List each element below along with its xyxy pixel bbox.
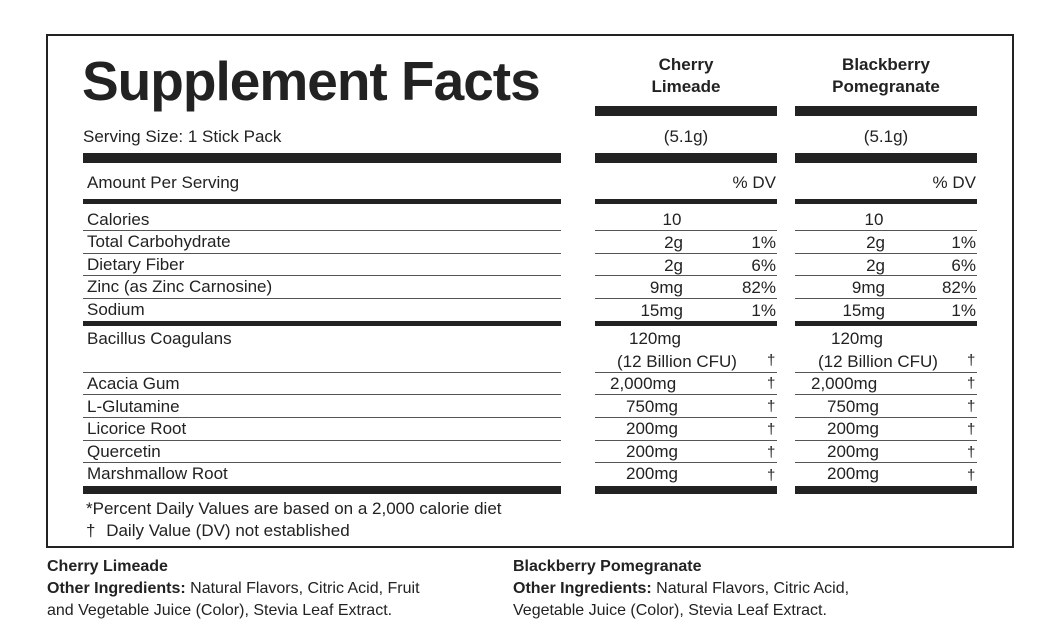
row-divider <box>83 372 561 373</box>
ingredients-text: Natural Flavors, Citric Acid, Fruit <box>185 580 420 597</box>
row-divider <box>83 462 561 463</box>
ingredient-amount: 200mg <box>626 442 678 461</box>
nutrient-amount: 2g <box>664 256 683 275</box>
ingredient-amount: 2,000mg <box>610 374 677 393</box>
ingredient-name: Quercetin <box>87 442 161 461</box>
ingredient-amount-note: (12 Billion CFU) <box>617 352 737 371</box>
dagger-mark: † <box>767 444 776 461</box>
row-divider <box>595 298 777 299</box>
row-divider <box>795 298 977 299</box>
row-divider <box>795 253 977 254</box>
row-divider <box>595 275 777 276</box>
nutrient-name: Dietary Fiber <box>87 255 185 274</box>
column-name-line1: Blackberry <box>842 55 930 74</box>
row-divider <box>795 462 977 463</box>
row-divider <box>83 298 561 299</box>
row-divider <box>595 253 777 254</box>
ingredient-amount: 200mg <box>626 419 678 438</box>
ingredient-name: L-Glutamine <box>87 397 180 416</box>
nutrient-dv: 1% <box>751 301 776 320</box>
ingredients-label: Other Ingredients: <box>47 580 186 597</box>
nutrient-amount: 2g <box>866 233 885 252</box>
row-divider <box>595 462 777 463</box>
nutrient-dv: 82% <box>741 278 776 297</box>
ingredient-amount: 200mg <box>827 442 879 461</box>
column-name-line2: Pomegranate <box>832 77 940 96</box>
ingredient-amount: 750mg <box>827 397 879 416</box>
dv-header: % DV <box>932 173 976 192</box>
dagger-mark: † <box>967 398 976 415</box>
serving-size-value: (5.1g) <box>663 127 709 146</box>
nutrient-amount: 2g <box>866 256 885 275</box>
nutrient-dv: 1% <box>751 233 776 252</box>
ingredients-line <box>513 578 849 600</box>
dagger-mark: † <box>767 375 776 392</box>
section-divider <box>795 321 977 326</box>
row-divider <box>83 275 561 276</box>
dv-header: % DV <box>732 173 776 192</box>
ingredient-amount: 200mg <box>827 464 879 483</box>
column-header-divider <box>795 106 977 116</box>
dagger-mark: † <box>767 421 776 438</box>
section-divider <box>83 199 561 204</box>
ingredients-block-cherry-limeade <box>47 556 420 622</box>
section-divider <box>795 153 977 163</box>
nutrient-dv: 1% <box>951 233 976 252</box>
column-name-line1: Cherry <box>658 55 714 74</box>
ingredient-name: Bacillus Coagulans <box>87 329 232 348</box>
row-divider <box>595 417 777 418</box>
nutrient-dv: 6% <box>951 256 976 275</box>
ingredient-amount: 2,000mg <box>811 374 878 393</box>
ingredient-amount: 200mg <box>827 419 879 438</box>
dagger-mark: † <box>967 352 976 369</box>
amount-per-serving-label: Amount Per Serving <box>87 173 240 192</box>
nutrient-amount: 9mg <box>649 278 683 297</box>
row-divider <box>83 417 561 418</box>
section-divider <box>595 153 777 163</box>
dagger-mark: † <box>967 444 976 461</box>
column-header-blackberry-pomegranate <box>795 54 977 98</box>
column-header-cherry-limeade <box>595 54 777 98</box>
ingredient-amount-note: (12 Billion CFU) <box>818 352 938 371</box>
dagger-mark: † <box>767 398 776 415</box>
ingredients-flavor: Blackberry Pomegranate <box>513 558 702 575</box>
serving-size-value: (5.1g) <box>863 127 909 146</box>
nutrient-amount: 10 <box>864 210 884 229</box>
ingredients-text: and Vegetable Juice (Color), Stevia Leaf Extract. <box>47 602 393 619</box>
row-divider <box>795 275 977 276</box>
nutrient-amount: 15mg <box>842 301 885 320</box>
row-divider <box>595 230 777 231</box>
row-divider <box>83 253 561 254</box>
nutrient-name: Zinc (as Zinc Carnosine) <box>87 277 273 296</box>
ingredients-text: Vegetable Juice (Color), Stevia Leaf Extract. <box>513 602 827 619</box>
ingredient-amount: 750mg <box>626 397 678 416</box>
nutrient-name: Sodium <box>87 300 145 319</box>
section-divider <box>595 486 777 494</box>
nutrient-dv: 82% <box>941 278 976 297</box>
footnote-dagger-text: Daily Value (DV) not established <box>106 521 350 540</box>
row-divider <box>83 440 561 441</box>
nutrient-name: Total Carbohydrate <box>87 232 231 251</box>
section-divider <box>595 199 777 204</box>
ingredients-flavor: Cherry Limeade <box>47 558 168 575</box>
dagger-mark: † <box>967 467 976 484</box>
serving-size-label: Serving Size: 1 Stick Pack <box>83 127 282 146</box>
ingredients-label: Other Ingredients: <box>513 580 652 597</box>
column-header-divider <box>595 106 777 116</box>
dagger-symbol: † <box>86 521 96 540</box>
section-divider <box>595 321 777 326</box>
ingredient-amount: 200mg <box>626 464 678 483</box>
row-divider <box>83 394 561 395</box>
section-divider <box>83 486 561 494</box>
nutrient-name: Calories <box>87 210 150 229</box>
dagger-mark: † <box>767 352 776 369</box>
nutrient-amount: 15mg <box>640 301 683 320</box>
dagger-mark: † <box>967 375 976 392</box>
ingredient-amount: 120mg <box>831 329 883 348</box>
section-divider <box>795 486 977 494</box>
row-divider <box>795 230 977 231</box>
row-divider <box>595 372 777 373</box>
row-divider <box>595 440 777 441</box>
row-divider <box>83 230 561 231</box>
dagger-mark: † <box>967 421 976 438</box>
section-divider <box>83 321 561 326</box>
ingredient-name: Licorice Root <box>87 419 187 438</box>
ingredients-line <box>47 578 420 600</box>
ingredients-block-blackberry-pomegranate <box>513 556 849 622</box>
panel-title: Supplement Facts <box>82 50 540 112</box>
row-divider <box>795 417 977 418</box>
ingredient-name: Marshmallow Root <box>87 464 228 483</box>
footnote-dagger <box>86 520 350 542</box>
row-divider <box>795 372 977 373</box>
nutrient-amount: 2g <box>664 233 683 252</box>
nutrient-amount: 9mg <box>851 278 885 297</box>
ingredient-name: Acacia Gum <box>87 374 180 393</box>
row-divider <box>795 440 977 441</box>
section-divider <box>83 153 561 163</box>
ingredient-amount: 120mg <box>629 329 681 348</box>
nutrient-amount: 10 <box>662 210 682 229</box>
row-divider <box>595 394 777 395</box>
nutrient-dv: 6% <box>751 256 776 275</box>
section-divider <box>795 199 977 204</box>
column-name-line2: Limeade <box>651 77 721 96</box>
footnote-percent-dv: *Percent Daily Values are based on a 2,000 calorie diet <box>86 499 502 518</box>
dagger-mark: † <box>767 467 776 484</box>
nutrient-dv: 1% <box>951 301 976 320</box>
ingredients-text: Natural Flavors, Citric Acid, <box>651 580 850 597</box>
row-divider <box>795 394 977 395</box>
